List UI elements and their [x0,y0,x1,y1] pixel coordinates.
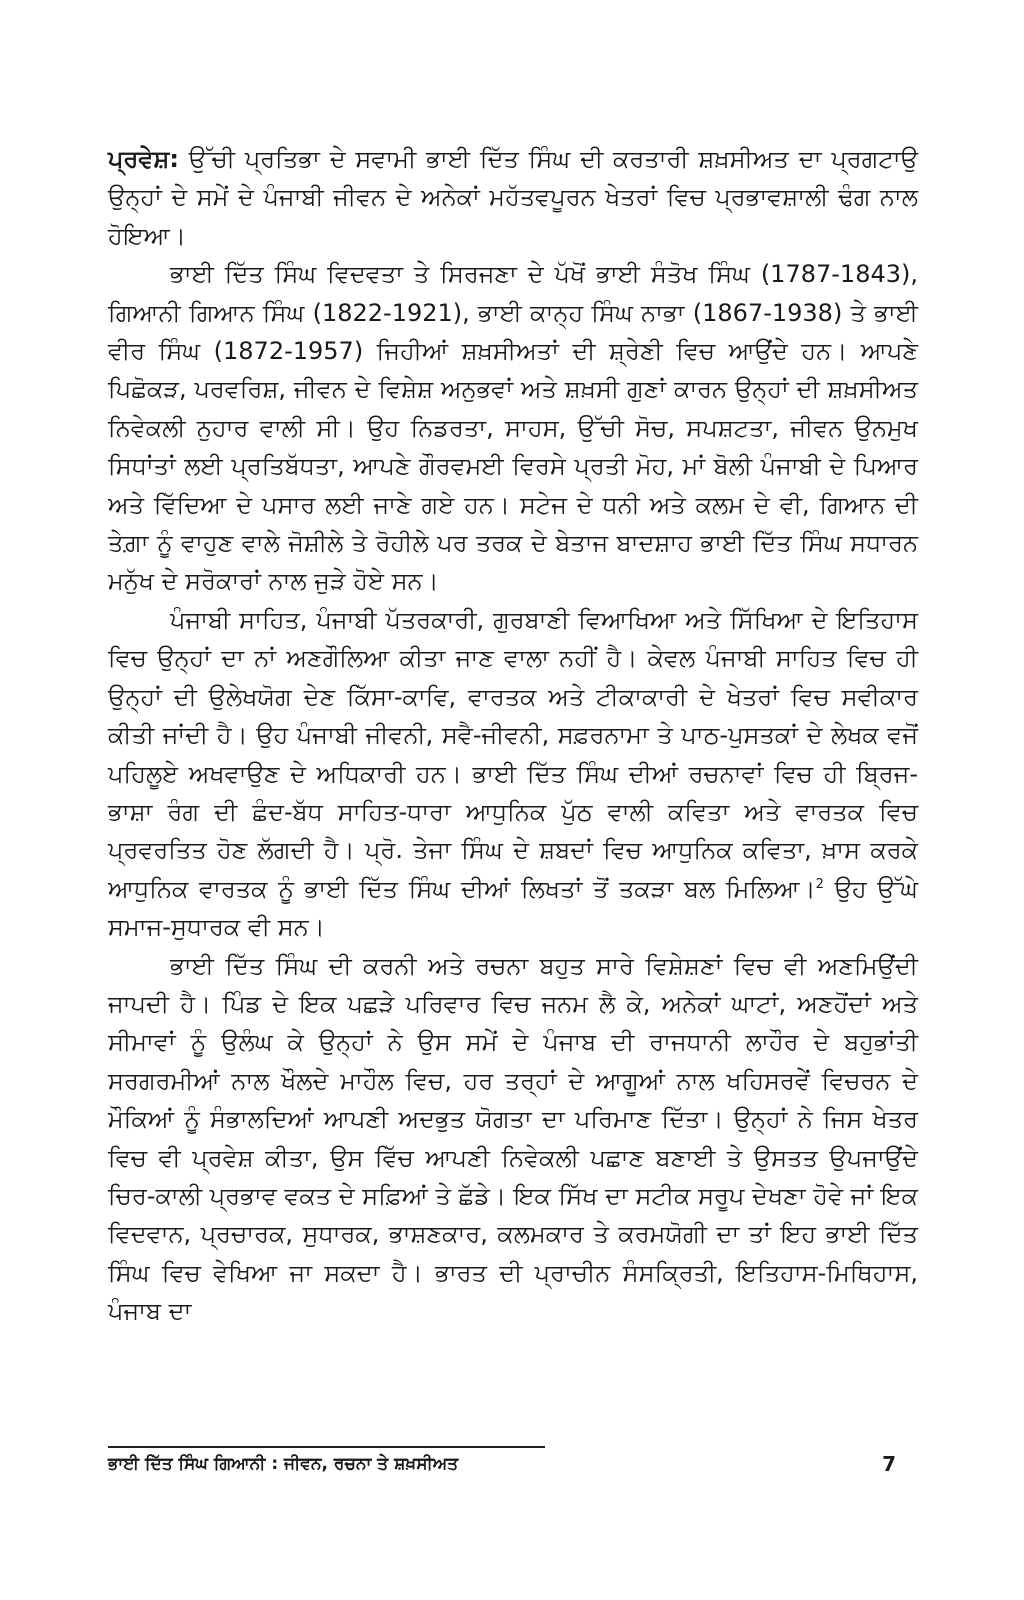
page-footer [108,1446,918,1486]
paragraph-scholarship [108,255,918,601]
page-body [108,140,918,1331]
paragraph-literature [108,601,918,947]
paragraph-intro [108,140,918,255]
running-title: ਭਾਈ ਦਿੱਤ ਸਿੰਘ ਗਿਆਨੀ : ਜੀਵਨ, ਰਚਨਾ ਤੇ ਸ਼ਖ਼ਸੀਅਤ [108,1454,459,1474]
paragraph-text: ਭਾਈ ਦਿੱਤ ਸਿੰਘ ਦੀ ਕਰਨੀ ਅਤੇ ਰਚਨਾ ਬਹੁਤ ਸਾਰੇ ਵਿਸ਼ੇਸ਼ਣਾਂ ਵਿਚ ਵੀ ਅਣਮਿਉਂਦੀ ਜਾਪਦੀ ਹੈ। ਪਿੰਡ ਦੇ ਇਕ ਪਛੜੇ ਪਰਿਵਾਰ ਵਿਚ ਜਨਮ ਲੈ ਕੇ, ਅਨੇਕਾਂ ਘਾਟਾਂ, ਅਣਹੋਂਦਾਂ ਅਤੇ ਸੀਮਾਵਾਂ ਨੂੰ ਉਲੰਘ ਕੇ ਉਨ੍ਹਾਂ ਨੇ ਉਸ ਸਮੇਂ ਦੇ ਪੰਜਾਬ ਦੀ ਰਾਜਧਾਨੀ ਲਾਹੌਰ ਦੇ ਬਹੁਭਾਂਤੀ ਸਰਗਰਮੀਆਂ ਨਾਲ ਖੌਲਦੇ ਮਾਹੌਲ ਵਿਚ, ਹਰ ਤਰ੍ਹਾਂ ਦੇ ਆਗੂਆਂ ਨਾਲ ਖਹਿਸਰਵੇਂ ਵਿਚਰਨ ਦੇ ਮੌਕਿਆਂ ਨੂੰ ਸੰਭਾਲਦਿਆਂ ਆਪਣੀ ਅਦਭੁਤ ਯੋਗਤਾ ਦਾ ਪਰਿਮਾਣ ਦਿੱਤਾ। ਉਨ੍ਹਾਂ ਨੇ ਜਿਸ ਖੇਤਰ ਵਿਚ ਵੀ ਪ੍ਰਵੇਸ਼ ਕੀਤਾ, ਉਸ ਵਿੱਚ ਆਪਣੀ ਨਿਵੇਕਲੀ ਪਛਾਣ ਬਣਾਈ ਤੇ ਉਸਤਤ ਉਪਜਾਉਂਦੇ ਚਿਰ-ਕਾਲੀ ਪ੍ਰਭਾਵ ਵਕਤ ਦੇ ਸਫ਼ਿਆਂ ਤੇ ਛੱਡੇ। ਇਕ ਸਿੱਖ ਦਾ ਸਟੀਕ ਸਰੂਪ ਦੇਖਣਾ ਹੋਵੇ ਜਾਂ ਇਕ ਵਿਦਵਾਨ, ਪ੍ਰਚਾਰਕ, ਸੁਧਾਰਕ, ਭਾਸ਼ਣਕਾਰ, ਕਲਮਕਾਰ ਤੇ ਕਰਮਯੋਗੀ ਦਾ ਤਾਂ ਇਹ ਭਾਈ ਦਿੱਤ ਸਿੰਘ ਵਿਚ ਵੇਖਿਆ ਜਾ ਸਕਦਾ ਹੈ। ਭਾਰਤ ਦੀ ਪ੍ਰਾਚੀਨ ਸੰਸਕ੍ਰਿਤੀ, ਇਤਿਹਾਸ-ਮਿਥਿਹਾਸ, ਪੰਜਾਬ ਦਾ [108,951,918,1326]
footnote-ref: 2 [815,876,824,892]
paragraph-text: ਉੱਚੀ ਪ੍ਰਤਿਭਾ ਦੇ ਸਵਾਮੀ ਭਾਈ ਦਿੱਤ ਸਿੰਘ ਦੀ ਕਰਤਾਰੀ ਸ਼ਖ਼ਸੀਅਤ ਦਾ ਪ੍ਰਗਟਾਉ ਉਨ੍ਹਾਂ ਦੇ ਸਮੇਂ ਦੇ ਪੰਜਾਬੀ ਜੀਵਨ ਦੇ ਅਨੇਕਾਂ ਮਹੱਤਵਪੂਰਨ ਖੇਤਰਾਂ ਵਿਚ ਪ੍ਰਭਾਵਸ਼ਾਲੀ ਢੰਗ ਨਾਲ ਹੋਇਆ। [108,145,918,250]
page-number: 7 [882,1452,896,1476]
paragraph-text: ਭਾਈ ਦਿੱਤ ਸਿੰਘ ਵਿਦਵਤਾ ਤੇ ਸਿਰਜਣਾ ਦੇ ਪੱਖੋਂ ਭਾਈ ਸੰਤੋਖ ਸਿੰਘ (1787-1843), ਗਿਆਨੀ ਗਿਆਨ ਸਿੰਘ (1822-1921), ਭਾਈ ਕਾਨ੍ਹ ਸਿੰਘ ਨਾਭਾ (1867-1938) ਤੇ ਭਾਈ ਵੀਰ ਸਿੰਘ (1872-1957) ਜਿਹੀਆਂ ਸ਼ਖ਼ਸੀਅਤਾਂ ਦੀ ਸ਼੍ਰੇਣੀ ਵਿਚ ਆਉਂਦੇ ਹਨ। ਆਪਣੇ ਪਿਛੋਕੜ, ਪਰਵਰਿਸ਼, ਜੀਵਨ ਦੇ ਵਿਸ਼ੇਸ਼ ਅਨੁਭਵਾਂ ਅਤੇ ਸ਼ਖ਼ਸੀ ਗੁਣਾਂ ਕਾਰਨ ਉਨ੍ਹਾਂ ਦੀ ਸ਼ਖ਼ਸੀਅਤ ਨਿਵੇਕਲੀ ਨੁਹਾਰ ਵਾਲੀ ਸੀ। ਉਹ ਨਿਡਰਤਾ, ਸਾਹਸ, ਉੱਚੀ ਸੋਚ, ਸਪਸ਼ਟਤਾ, ਜੀਵਨ ਉਨਮੁਖ ਸਿਧਾਂਤਾਂ ਲਈ ਪ੍ਰਤਿਬੱਧਤਾ, ਆਪਣੇ ਗੌਰਵਮਈ ਵਿਰਸੇ ਪ੍ਰਤੀ ਮੋਹ, ਮਾਂ ਬੋਲੀ ਪੰਜਾਬੀ ਦੇ ਪਿਆਰ ਅਤੇ ਵਿੱਦਿਆ ਦੇ ਪਸਾਰ ਲਈ ਜਾਣੇ ਗਏ ਹਨ। ਸਟੇਜ ਦੇ ਧਨੀ ਅਤੇ ਕਲਮ ਦੇ ਵੀ, ਗਿਆਨ ਦੀ ਤੇਗ਼ਾ ਨੂੰ ਵਾਹੁਣ ਵਾਲੇ ਜੋਸ਼ੀਲੇ ਤੇ ਰੋਹੀਲੇ ਪਰ ਤਰਕ ਦੇ ਬੇਤਾਜ ਬਾਦਸ਼ਾਹ ਭਾਈ ਦਿੱਤ ਸਿੰਘ ਸਧਾਰਨ ਮਨੁੱਖ ਦੇ ਸਰੋਕਾਰਾਂ ਨਾਲ ਜੁੜੇ ਹੋਏ ਸਨ। [108,260,918,596]
footer-rule [108,1446,545,1448]
paragraph-text-continued: ਉਹ ਉੱਘੇ ਸਮਾਜ-ਸੁਧਾਰਕ ਵੀ ਸਨ। [108,874,918,942]
paragraph-text: ਪੰਜਾਬੀ ਸਾਹਿਤ, ਪੰਜਾਬੀ ਪੱਤਰਕਾਰੀ, ਗੁਰਬਾਣੀ ਵਿਆਖਿਆ ਅਤੇ ਸਿੱਖਿਆ ਦੇ ਇਤਿਹਾਸ ਵਿਚ ਉਨ੍ਹਾਂ ਦਾ ਨਾਂ ਅਣਗੌਲਿਆ ਕੀਤਾ ਜਾਣ ਵਾਲਾ ਨਹੀਂ ਹੈ। ਕੇਵਲ ਪੰਜਾਬੀ ਸਾਹਿਤ ਵਿਚ ਹੀ ਉਨ੍ਹਾਂ ਦੀ ਉਲੇਖਯੋਗ ਦੇਣ ਕਿੱਸਾ-ਕਾਵਿ, ਵਾਰਤਕ ਅਤੇ ਟੀਕਾਕਾਰੀ ਦੇ ਖੇਤਰਾਂ ਵਿਚ ਸਵੀਕਾਰ ਕੀਤੀ ਜਾਂਦੀ ਹੈ। ਉਹ ਪੰਜਾਬੀ ਜੀਵਨੀ, ਸਵੈ-ਜੀਵਨੀ, ਸਫ਼ਰਨਾਮਾ ਤੇ ਪਾਠ-ਪੁਸਤਕਾਂ ਦੇ ਲੇਖਕ ਵਜੋਂ ਪਹਿਲੂਏ ਅਖਵਾਉਣ ਦੇ ਅਧਿਕਾਰੀ ਹਨ। ਭਾਈ ਦਿੱਤ ਸਿੰਘ ਦੀਆਂ ਰਚਨਾਵਾਂ ਵਿਚ ਹੀ ਬ੍ਰਿਜ-ਭਾਸ਼ਾ ਰੰਗ ਦੀ ਛੰਦ-ਬੱਧ ਸਾਹਿਤ-ਧਾਰਾ ਆਧੁਨਿਕ ਪੁੱਠ ਵਾਲੀ ਕਵਿਤਾ ਅਤੇ ਵਾਰਤਕ ਵਿਚ ਪ੍ਰਵਰਤਿਤ ਹੋਣ ਲੱਗਦੀ ਹੈ। ਪ੍ਰੋ. ਤੇਜਾ ਸਿੰਘ ਦੇ ਸ਼ਬਦਾਂ ਵਿਚ ਆਧੁਨਿਕ ਕਵਿਤਾ, ਖ਼ਾਸ ਕਰਕੇ ਆਧੁਨਿਕ ਵਾਰਤਕ ਨੂੰ ਭਾਈ ਦਿੱਤ ਸਿੰਘ ਦੀਆਂ ਲਿਖਤਾਂ ਤੋਂ ਤਕੜਾ ਬਲ ਮਿਲਿਆ। [108,605,918,903]
paragraph-character [108,947,918,1331]
section-lead-word: ਪ੍ਰਵੇਸ਼: [108,145,179,173]
